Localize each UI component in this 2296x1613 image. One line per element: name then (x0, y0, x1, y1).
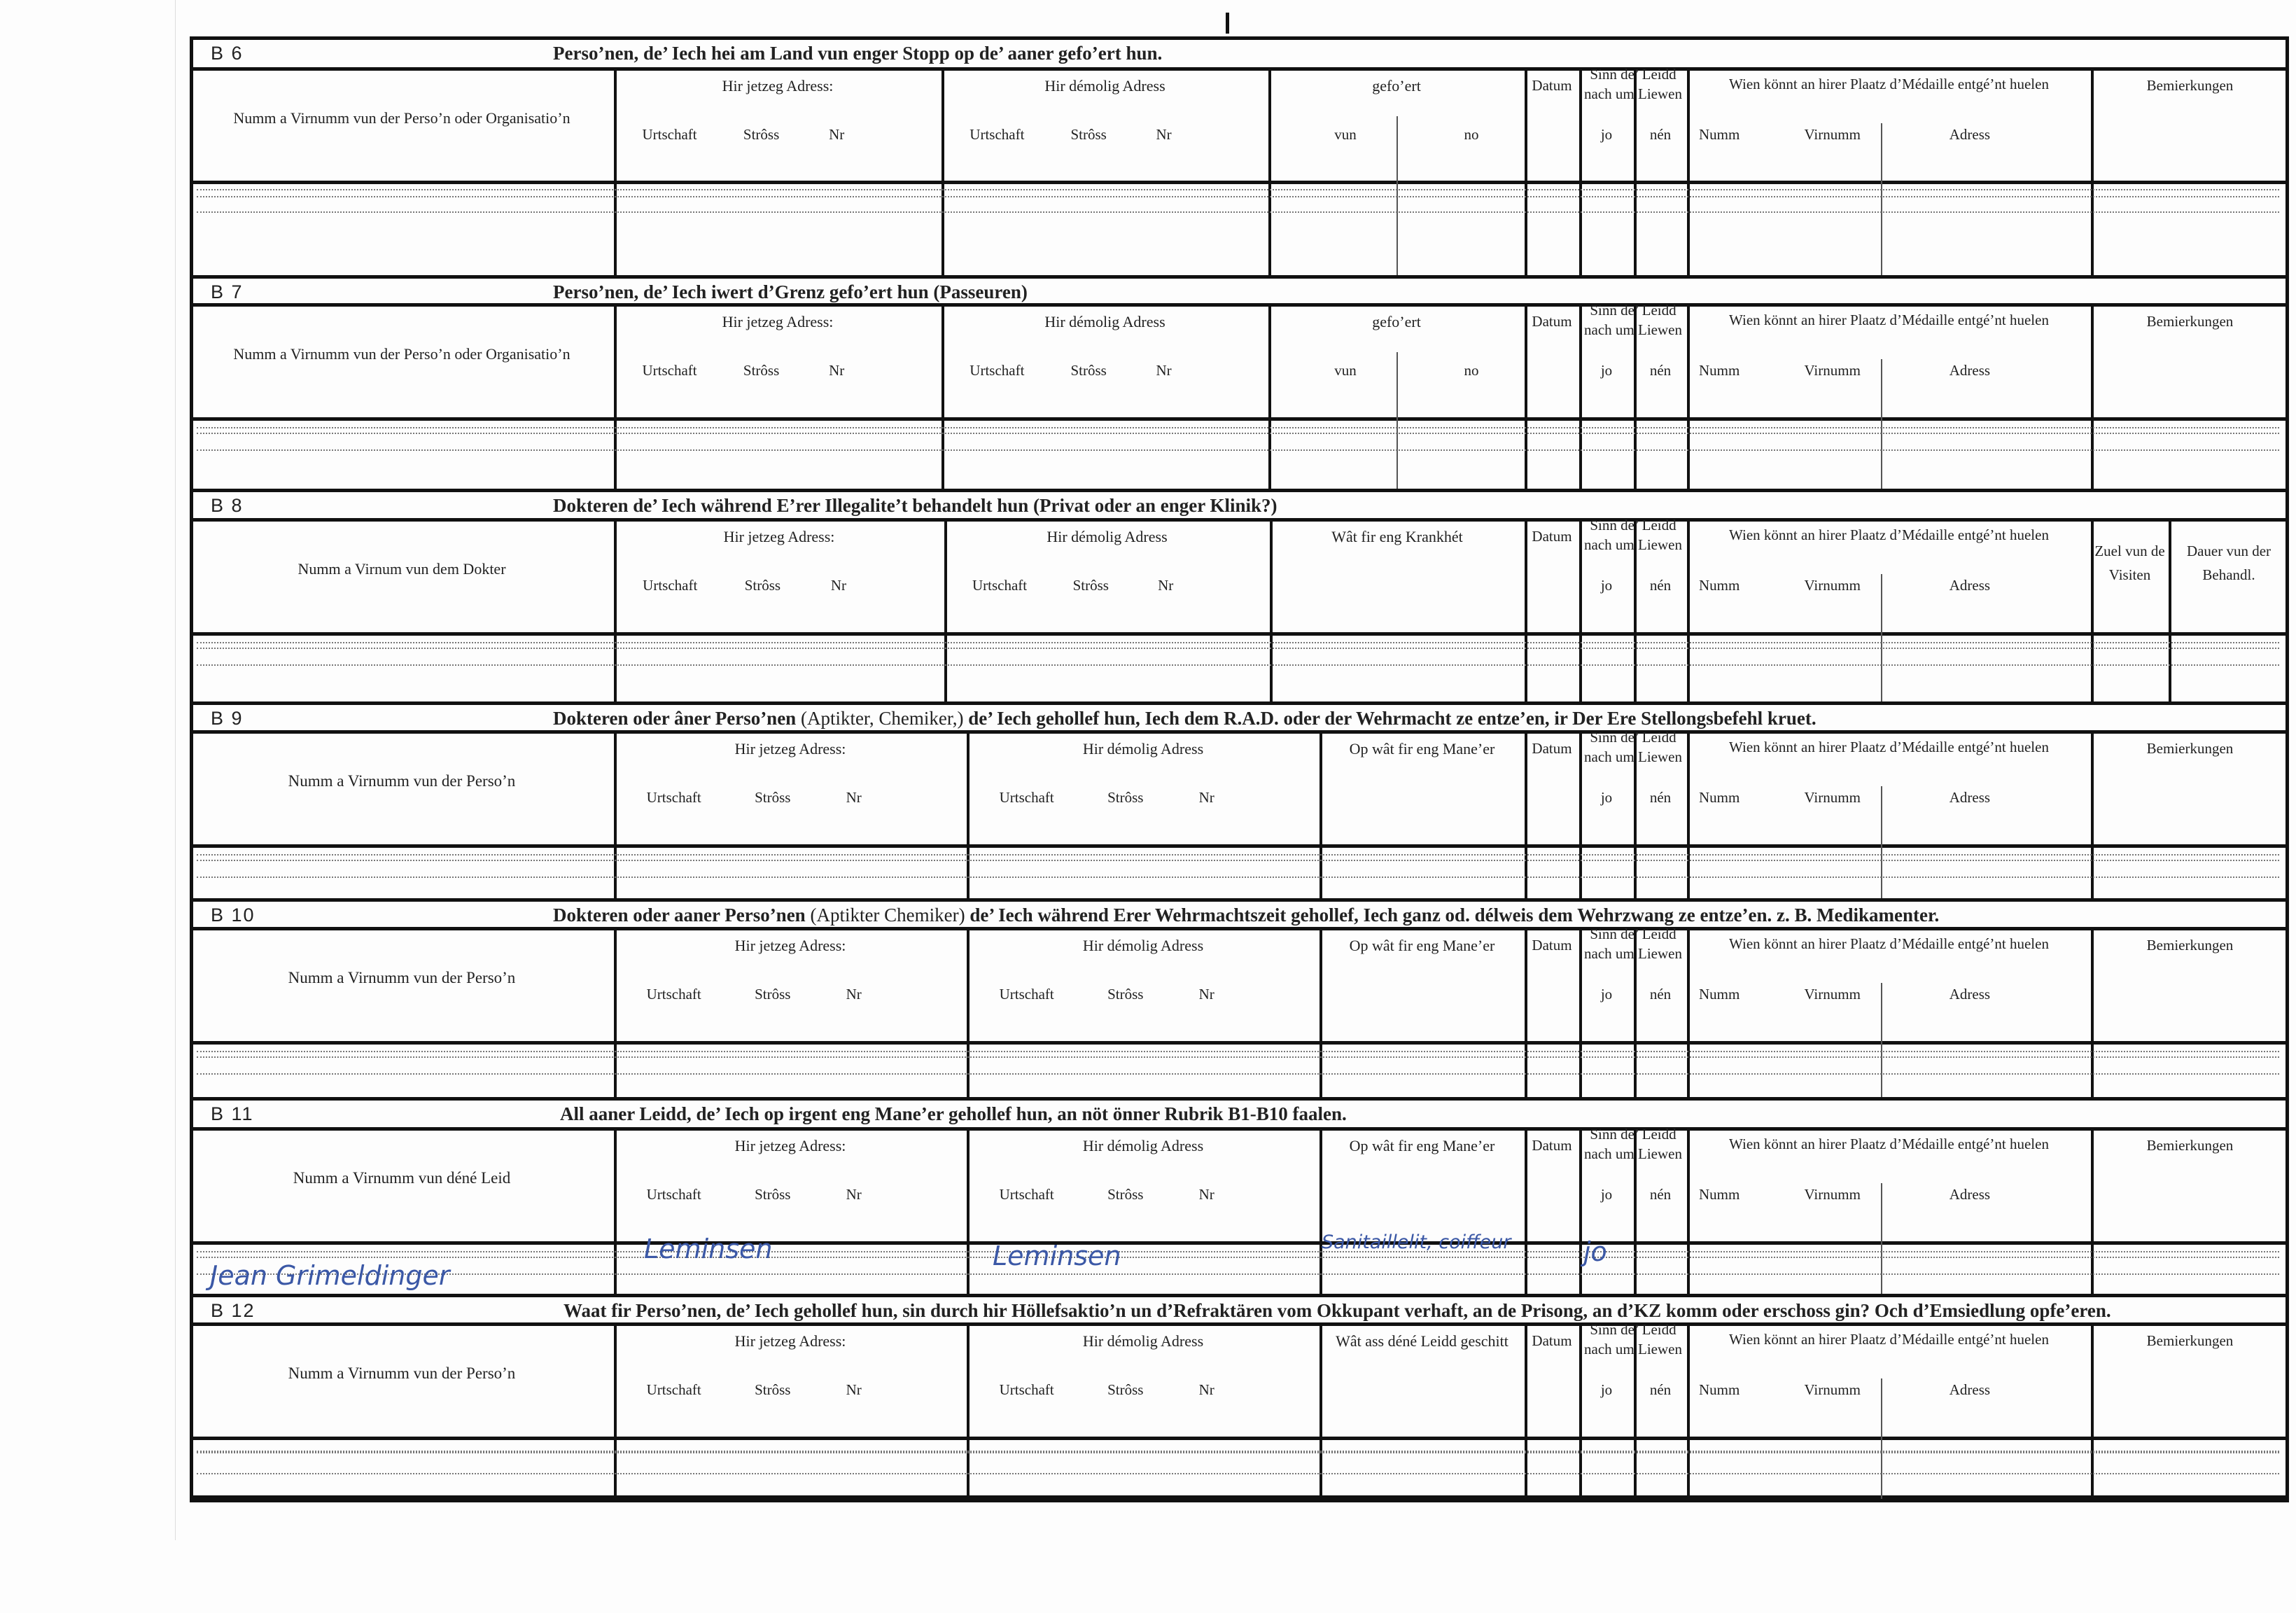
locality-label: Urtschaft (972, 577, 1028, 594)
locality-label: Urtschaft (643, 577, 698, 594)
street-label: Strôss (1107, 986, 1144, 1003)
current-address-label: Hir jetzeg Adress: (734, 1332, 846, 1350)
locality-label: Urtschaft (999, 1381, 1054, 1398)
to-label: no (1464, 126, 1479, 143)
former-address-label: Hir démolig Adress (1082, 937, 1204, 954)
entry-line[interactable] (197, 1452, 2279, 1453)
alive-no-label: nén (1649, 1381, 1672, 1398)
alive-yes-label: jo (1600, 126, 1613, 143)
section-code: B 8 (211, 495, 244, 516)
name-column-label: Numm a Virnumm vun der Perso’n oder Organisatio’n (233, 345, 570, 363)
number-label: Nr (1198, 1186, 1214, 1203)
street-label: Strôss (755, 1186, 791, 1203)
sub-bar (190, 1241, 2289, 1245)
alive-label: Sinn de’ Leidd nach um Liewen (1584, 302, 1682, 338)
date-label: Datum (1532, 740, 1572, 757)
medal-divider (1881, 1183, 1882, 1294)
sub-bar (190, 1041, 2289, 1045)
col-bar (190, 927, 2289, 930)
entry-line[interactable] (197, 449, 2279, 451)
section-code: B 11 (211, 1103, 254, 1124)
alive-yes-label: jo (1600, 1186, 1613, 1203)
number-label: Nr (1156, 126, 1172, 143)
street-label: Strôss (1072, 577, 1109, 594)
number-label: Nr (830, 577, 847, 594)
entry-line[interactable] (197, 1073, 2279, 1075)
alive-no-label: nén (1649, 986, 1672, 1003)
section-b9 (190, 701, 2289, 898)
column-divider (2091, 67, 2094, 275)
entry-line[interactable] (197, 211, 2279, 213)
alive-label: Sinn de’ Leidd nach um Liewen (1584, 926, 1682, 962)
medal-firstname-label: Virnumm (1804, 789, 1861, 806)
alive-label: Sinn de’ Leidd nach um Liewen (1584, 729, 1682, 765)
street-label: Strôss (744, 577, 781, 594)
entry-line[interactable] (197, 1056, 2279, 1058)
medal-divider (1881, 123, 1882, 275)
street-label: Strôss (755, 789, 791, 806)
medal-address-label: Adress (1949, 789, 1991, 806)
name-column-label: Numm a Virnumm vun der Perso’n (288, 772, 516, 790)
alive-yes-label: jo (1600, 986, 1613, 1003)
column-divider (1687, 303, 1690, 489)
col-bar (190, 1322, 2289, 1326)
number-label: Nr (846, 986, 862, 1003)
title-part: Dokteren oder âner Perso’nen (553, 708, 797, 729)
handwritten-current-address[interactable]: Leminsen (644, 1234, 773, 1264)
medal-label: Wien könnt an hirer Plaatz d’Médaille entgé’nt huelen (1729, 526, 2049, 543)
street-label: Strôss (755, 986, 791, 1003)
medal-firstname-label: Virnumm (1804, 986, 1861, 1003)
medal-divider (1881, 786, 1882, 898)
date-label: Datum (1532, 1332, 1572, 1349)
locality-label: Urtschaft (646, 986, 701, 1003)
top-bar (190, 275, 2289, 279)
column-divider (941, 67, 944, 275)
column-3-label: Op wât fir eng Mane’er (1349, 1137, 1495, 1154)
number-label: Nr (846, 789, 862, 806)
section-title: Waat fir Perso’nen, de’ Iech gehollef hun, sin durch hir Höllefsaktio’n un d’Refraktären vom Okkupant verhaft, an de Prisong, an d’KZ komm oder erschoss gin? Och d’Emsiedlung opfe’eren. (564, 1300, 2111, 1321)
sub-bar (190, 632, 2289, 636)
medal-name-label: Numm (1698, 1381, 1740, 1398)
medal-label: Wien könnt an hirer Plaatz d’Médaille entgé’nt huelen (1729, 1331, 2049, 1348)
alive-label: Sinn de’ Leidd nach um Liewen (1584, 66, 1682, 102)
number-label: Nr (829, 126, 845, 143)
entry-line[interactable] (197, 1273, 2279, 1275)
locality-label: Urtschaft (999, 789, 1054, 806)
number-label: Nr (1158, 577, 1174, 594)
entry-line[interactable] (197, 648, 2279, 649)
former-address-label: Hir démolig Adress (1046, 528, 1168, 545)
section-b6 (190, 36, 2289, 275)
remarks-label: Bemierkungen (2146, 937, 2234, 954)
medal-label: Wien könnt an hirer Plaatz d’Médaille entgé’nt huelen (1729, 935, 2049, 952)
alive-no-label: nén (1649, 1186, 1672, 1203)
title-part-light: (Aptikter, Chemiker,) (800, 708, 964, 729)
street-label: Strôss (1070, 126, 1107, 143)
section-b8 (190, 489, 2289, 701)
column-divider (1687, 518, 1690, 701)
date-label: Datum (1532, 313, 1572, 330)
section-code: B 10 (211, 905, 255, 926)
bottom-bar (190, 1499, 2289, 1502)
date-label: Datum (1532, 937, 1572, 954)
name-column-label: Numm a Virnum vun dem Dokter (298, 560, 506, 578)
remarks-label: Bemierkungen (2146, 740, 2234, 757)
entry-line[interactable] (197, 664, 2279, 666)
alive-yes-label: jo (1600, 577, 1613, 594)
column-3-label: gefo’ert (1372, 77, 1421, 95)
number-label: Nr (846, 1381, 862, 1398)
from-to-divider (1396, 352, 1398, 489)
former-address-label: Hir démolig Adress (1044, 313, 1166, 330)
number-label: Nr (1198, 789, 1214, 806)
section-title: Perso’nen, de’ Iech hei am Land vun enger Stopp op de’ aaner gefo’ert hun. (553, 43, 1163, 64)
street-label: Strôss (743, 126, 780, 143)
col-bar (190, 518, 2289, 522)
medal-name-label: Numm (1698, 986, 1740, 1003)
title-part-light: (Aptikter Chemiker) (810, 905, 965, 926)
column-3-label: Wât ass déné Leidd geschitt (1336, 1332, 1508, 1350)
entry-line[interactable] (197, 1051, 2279, 1052)
date-label: Datum (1532, 77, 1572, 94)
section-title: Dokteren de’ Iech während E’rer Illegalite’t behandelt hun (Privat oder an enger Klinik?) (553, 495, 1278, 516)
medal-firstname-label: Virnumm (1804, 1381, 1861, 1398)
medal-address-label: Adress (1949, 1381, 1991, 1398)
section-title (553, 708, 1816, 729)
entry-line[interactable] (197, 1251, 2279, 1252)
current-address-label: Hir jetzeg Adress: (723, 528, 835, 545)
name-column-label: Numm a Virnumm vun déné Leid (293, 1169, 511, 1187)
col-bar (190, 303, 2289, 307)
locality-label: Urtschaft (646, 1186, 701, 1203)
medal-address-label: Adress (1949, 1186, 1991, 1203)
entry-line[interactable] (197, 1473, 2279, 1474)
street-label: Strôss (755, 1381, 791, 1398)
entry-line[interactable] (197, 1451, 2279, 1452)
section-b10 (190, 898, 2289, 1097)
medal-firstname-label: Virnumm (1804, 1186, 1861, 1203)
scan-edge (175, 0, 176, 1540)
title-part-rest: de’ Iech während Erer Wehrmachtszeit gehollef, Iech ganz od. délweis dem Wehrzwang ze entze’en. z. B. Medikamenter. (969, 905, 1940, 926)
col-bar (190, 730, 2289, 734)
medal-address-label: Adress (1949, 986, 1991, 1003)
medal-name-label: Numm (1698, 126, 1740, 143)
remarks-label: Bemierkungen (2146, 1137, 2234, 1154)
medal-name-label: Numm (1698, 1186, 1740, 1203)
section-b7 (190, 275, 2289, 489)
number-label: Nr (1156, 362, 1172, 379)
section-title: Perso’nen, de’ Iech iwert d’Grenz gefo’ert hun (Passeuren) (553, 281, 1028, 302)
medal-divider (1881, 983, 1882, 1097)
remarks-label: Bemierkungen (2146, 77, 2234, 94)
column-3-label: Op wât fir eng Mane’er (1349, 740, 1495, 757)
top-bar (190, 701, 2289, 705)
medal-firstname-label: Virnumm (1804, 577, 1861, 594)
street-label: Strôss (1107, 1381, 1144, 1398)
former-address-label: Hir démolig Adress (1082, 1332, 1204, 1350)
alive-label: Sinn de’ Leidd nach um Liewen (1584, 517, 1682, 553)
top-bar (190, 1294, 2289, 1297)
alive-label: Sinn de’ Leidd nach um Liewen (1584, 1126, 1682, 1162)
medal-label: Wien könnt an hirer Plaatz d’Médaille entgé’nt huelen (1729, 76, 2049, 92)
column-3-label: Op wât fir eng Mane’er (1349, 937, 1495, 954)
alive-no-label: nén (1649, 362, 1672, 379)
medal-divider (1881, 1378, 1882, 1499)
section-code: B 12 (211, 1300, 255, 1321)
alive-label: Sinn de’ Leidd nach um Liewen (1584, 1321, 1682, 1357)
street-label: Strôss (1107, 1186, 1144, 1203)
locality-label: Urtschaft (969, 126, 1025, 143)
entry-line[interactable] (197, 854, 2279, 856)
alive-no-label: nén (1649, 789, 1672, 806)
entry-line[interactable] (197, 196, 2279, 197)
entry-line[interactable] (197, 433, 2279, 434)
locality-label: Urtschaft (969, 362, 1025, 379)
current-address-label: Hir jetzeg Adress: (722, 313, 834, 330)
handwritten-former-address[interactable]: Leminsen (993, 1241, 1121, 1271)
top-bar (190, 898, 2289, 902)
visits-label: Zuel vun de Visiten (2094, 543, 2165, 583)
handwritten-how[interactable]: Sanitaillelit, coiffeur (1322, 1231, 1511, 1253)
title-part-rest: de’ Iech gehollef hun, Iech dem R.A.D. oder der Wehrmacht ze entze’en, ir Der Ere Stellongsbefehl kruet. (968, 708, 1816, 729)
section-title (553, 905, 1939, 926)
current-address-label: Hir jetzeg Adress: (734, 740, 846, 757)
locality-label: Urtschaft (642, 126, 697, 143)
medal-name-label: Numm (1698, 789, 1740, 806)
sub-bar (190, 1437, 2289, 1440)
sub-bar (190, 181, 2289, 184)
locality-label: Urtschaft (646, 1381, 701, 1398)
medal-label: Wien könnt an hirer Plaatz d’Médaille entgé’nt huelen (1729, 739, 2049, 755)
medal-address-label: Adress (1949, 362, 1991, 379)
handwritten-name[interactable]: Jean Grimeldinger (210, 1260, 450, 1291)
locality-label: Urtschaft (999, 986, 1054, 1003)
top-bar (190, 1097, 2289, 1101)
current-address-label: Hir jetzeg Adress: (734, 937, 846, 954)
from-label: vun (1334, 362, 1357, 379)
col-bar (190, 1127, 2289, 1131)
top-bar (190, 489, 2289, 492)
street-label: Strôss (1107, 789, 1144, 806)
medal-name-label: Numm (1698, 362, 1740, 379)
col-bar (190, 67, 2289, 71)
column-divider (1525, 67, 1527, 275)
title-part: Dokteren oder aaner Perso’nen (553, 905, 806, 926)
locality-label: Urtschaft (642, 362, 697, 379)
remarks-label: Bemierkungen (2146, 1332, 2234, 1349)
date-label: Datum (1532, 1137, 1572, 1154)
from-label: vun (1334, 126, 1357, 143)
medal-firstname-label: Virnumm (1804, 126, 1861, 143)
current-address-label: Hir jetzeg Adress: (722, 77, 834, 95)
former-address-label: Hir démolig Adress (1082, 1137, 1204, 1154)
entry-line[interactable] (197, 1257, 2279, 1258)
name-column-label: Numm a Virnumm vun der Perso’n (288, 1364, 516, 1382)
top-bar (190, 36, 2289, 40)
to-label: no (1464, 362, 1479, 379)
alive-yes-label: jo (1600, 789, 1613, 806)
entry-line[interactable] (197, 189, 2279, 190)
column-divider (1687, 67, 1690, 275)
sub-bar (190, 417, 2289, 421)
locality-label: Urtschaft (999, 1186, 1054, 1203)
date-label: Datum (1532, 528, 1572, 545)
name-column-label: Numm a Virnumm vun der Perso’n oder Organisatio’n (233, 109, 570, 127)
section-code: B 6 (211, 43, 244, 64)
section-code: B 7 (211, 281, 244, 302)
name-column-label: Numm a Virnumm vun der Perso’n (288, 969, 516, 986)
sub-bar (190, 844, 2289, 848)
entry-line[interactable] (197, 427, 2279, 428)
number-label: Nr (1198, 986, 1214, 1003)
entry-line[interactable] (197, 642, 2279, 643)
medal-divider (1881, 359, 1882, 489)
former-address-label: Hir démolig Adress (1082, 740, 1204, 757)
medal-name-label: Numm (1698, 577, 1740, 594)
column-3-label: Wât fir eng Krankhét (1331, 528, 1463, 545)
medal-divider (1881, 574, 1882, 701)
column-divider (1268, 67, 1271, 275)
alive-yes-label: jo (1600, 1381, 1613, 1398)
alive-no-label: nén (1649, 126, 1672, 143)
street-label: Strôss (1070, 362, 1107, 379)
section-title: All aaner Leidd, de’ Iech op irgent eng Mane’er gehollef hun, an nöt önner Rubrik B1-B10 faalen. (560, 1103, 1347, 1124)
remarks-label: Bemierkungen (2146, 313, 2234, 330)
number-label: Nr (829, 362, 845, 379)
medal-address-label: Adress (1949, 577, 1991, 594)
current-address-label: Hir jetzeg Adress: (734, 1137, 846, 1154)
number-label: Nr (1198, 1381, 1214, 1398)
duration-label: Dauer vun der Behandl. (2186, 543, 2272, 583)
column-divider (614, 67, 617, 275)
locality-label: Urtschaft (646, 789, 701, 806)
medal-label: Wien könnt an hirer Plaatz d’Médaille entgé’nt huelen (1729, 1136, 2049, 1152)
section-b11 (190, 1097, 2289, 1294)
section-b12 (190, 1294, 2289, 1499)
medal-address-label: Adress (1949, 126, 1991, 143)
entry-line[interactable] (197, 877, 2279, 878)
medal-firstname-label: Virnumm (1804, 362, 1861, 379)
medal-label: Wien könnt an hirer Plaatz d’Médaille entgé’nt huelen (1729, 312, 2049, 328)
number-label: Nr (846, 1186, 862, 1203)
section-code: B 9 (211, 708, 244, 729)
former-address-label: Hir démolig Adress (1044, 77, 1166, 95)
entry-line[interactable] (197, 860, 2279, 861)
alive-yes-label: jo (1600, 362, 1613, 379)
handwritten-alive-yes[interactable]: jo (1583, 1236, 1607, 1267)
top-punch-mark (1226, 13, 1229, 34)
street-label: Strôss (743, 362, 780, 379)
column-3-label: gefo’ert (1372, 313, 1421, 330)
alive-no-label: nén (1649, 577, 1672, 594)
